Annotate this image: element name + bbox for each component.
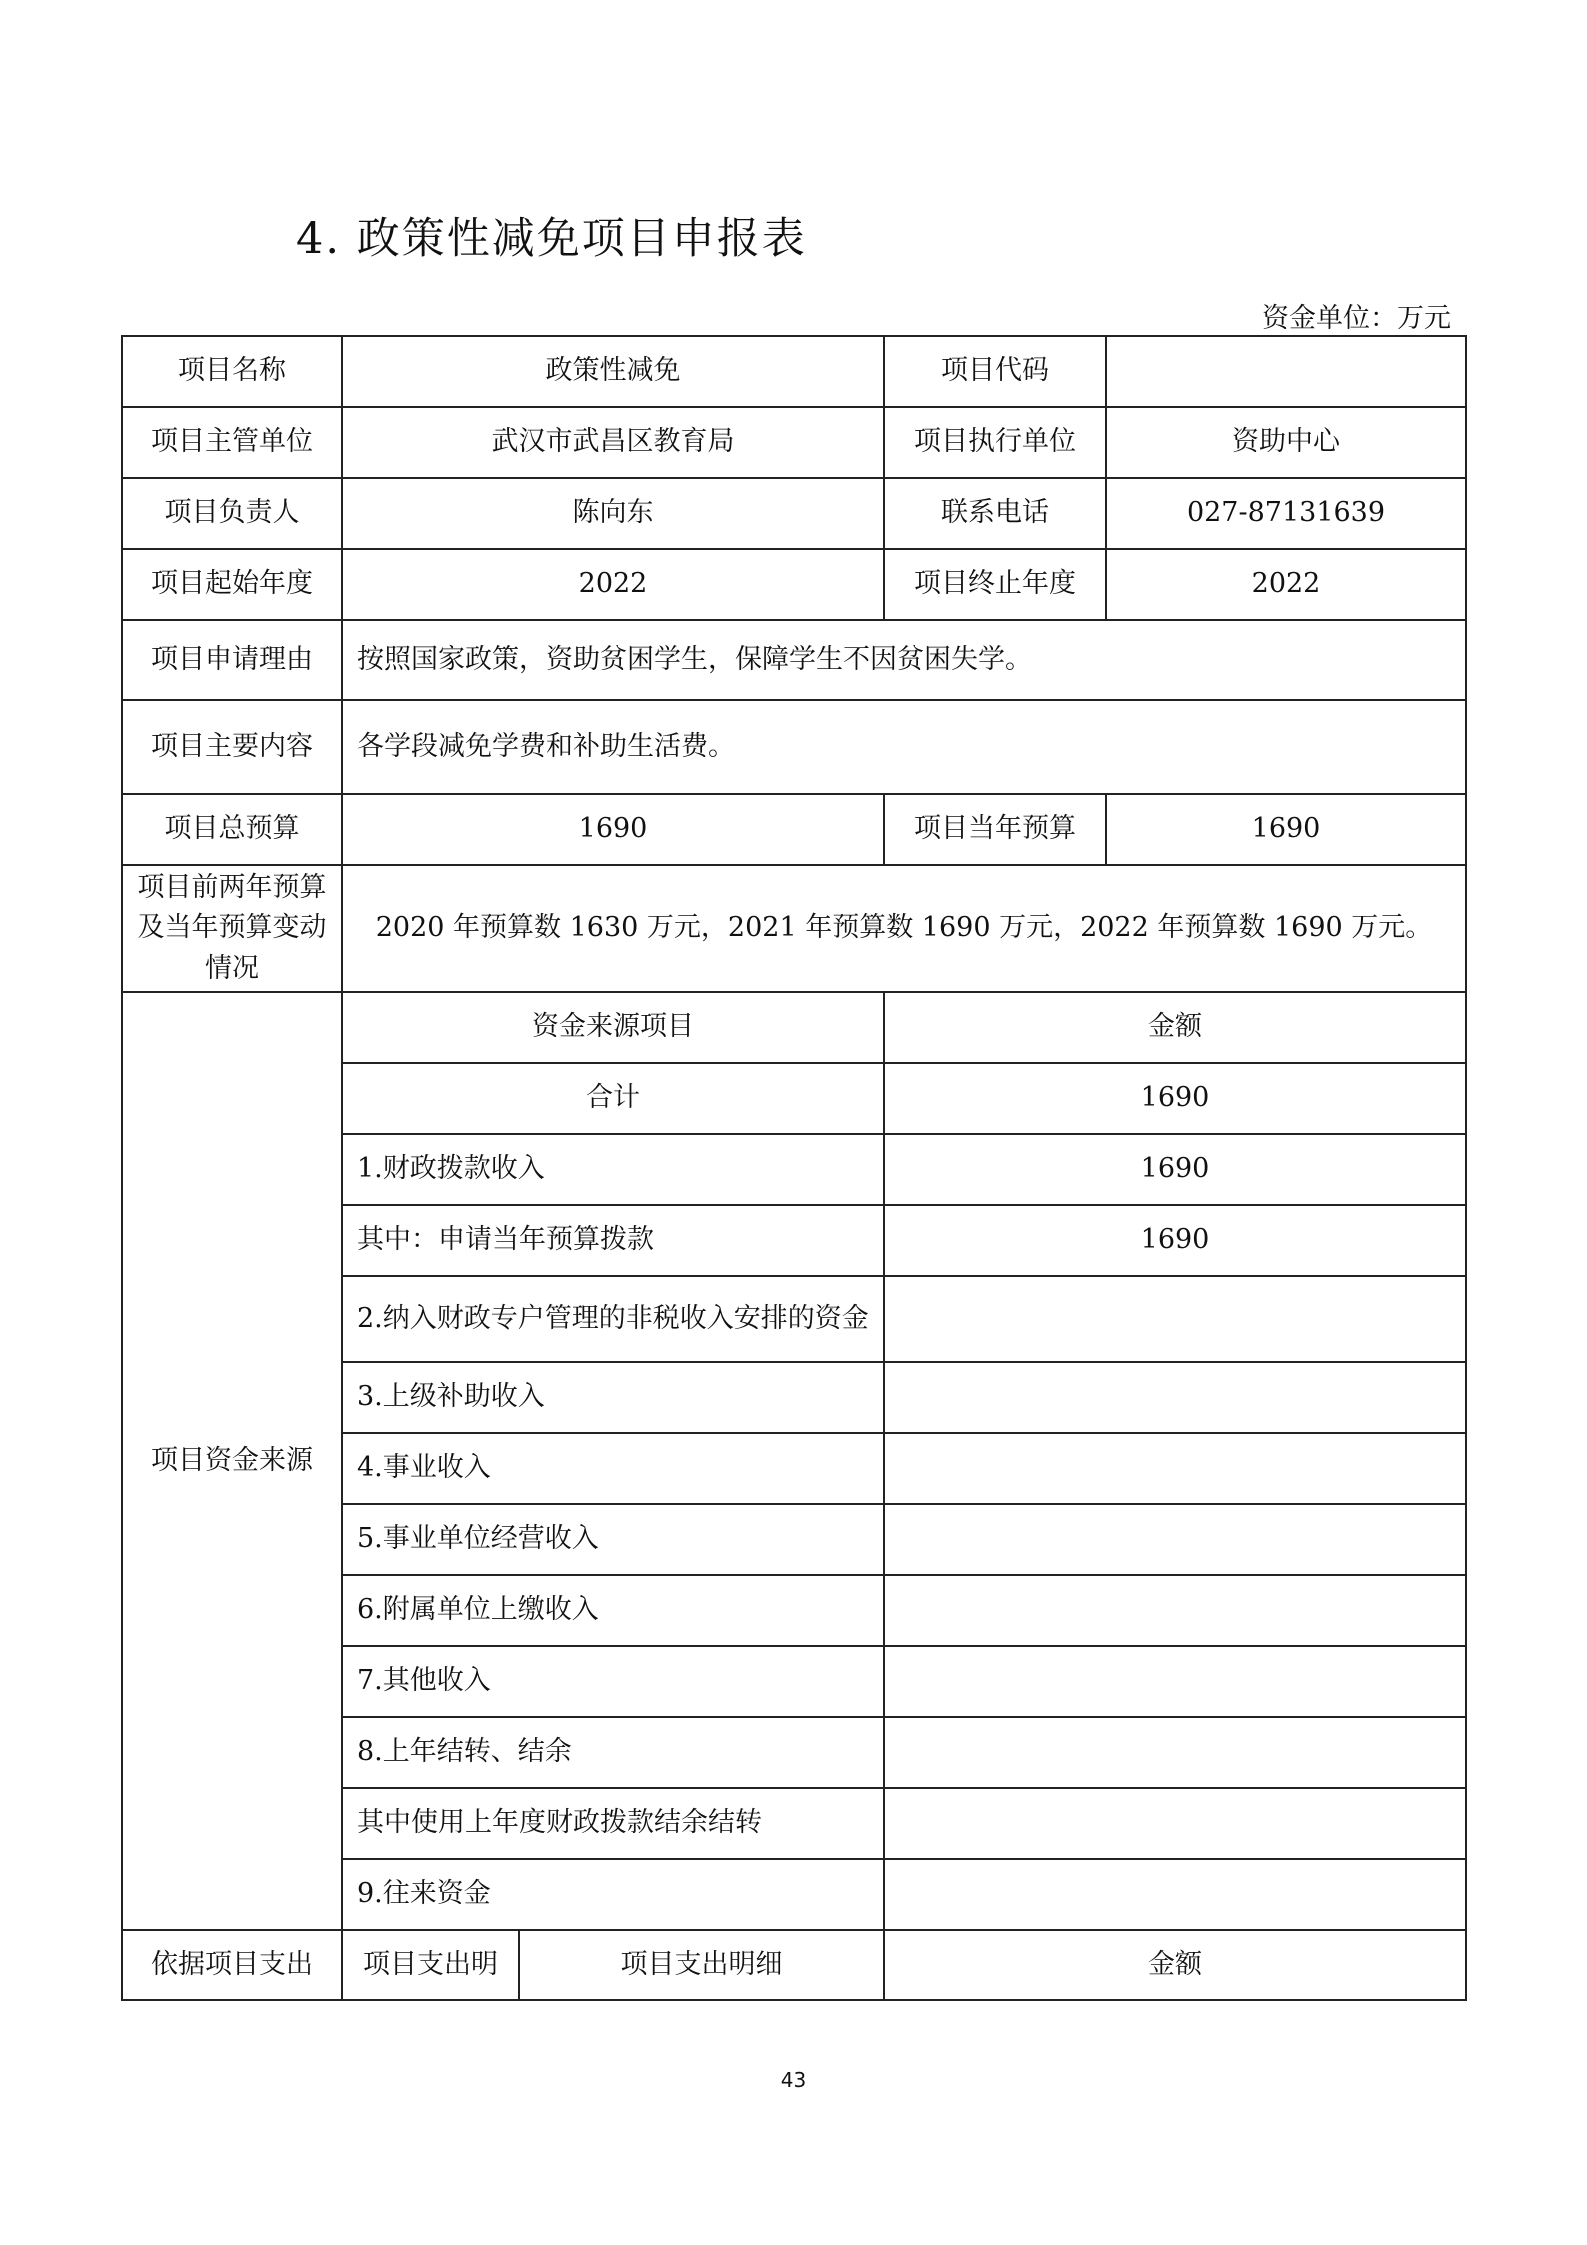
funding-item-amount [884,1646,1466,1717]
funding-item-amount [884,1433,1466,1504]
funding-item-label: 8.上年结转、结余 [342,1717,884,1788]
funding-item-amount [884,1504,1466,1575]
start-year-label: 项目起始年度 [122,549,342,620]
expense-col-1: 项目支出明 [342,1930,519,2000]
funding-item-amount [884,1575,1466,1646]
funding-item-label: 3.上级补助收入 [342,1362,884,1433]
end-year-value: 2022 [1106,549,1466,620]
executor-label: 项目执行单位 [884,407,1106,478]
funding-item-label: 9.往来资金 [342,1859,884,1930]
budget-change-value: 2020 年预算数 1630 万元，2021 年预算数 1690 万元，2022 年预算数 1690 万元。 [342,865,1466,992]
funding-header-row [122,992,1466,1063]
expense-header-row [122,1930,1466,2000]
funding-item-amount [884,1717,1466,1788]
expense-col-2: 项目支出明细 [519,1930,884,2000]
page-title: 4. 政策性减免项目申报表 [296,214,807,264]
currency-unit-label: 资金单位：万元 [1262,303,1451,334]
funding-item-amount [884,1362,1466,1433]
project-code-value [1106,336,1466,407]
reason-value: 按照国家政策，资助贫困学生，保障学生不因贫困失学。 [342,620,1466,700]
funding-item-label: 其中使用上年度财政拨款结余结转 [342,1788,884,1859]
project-name-value: 政策性减免 [342,336,884,407]
form-row-years [122,549,1466,620]
budget-change-label: 项目前两年预算及当年预算变动情况 [122,865,342,992]
leader-value: 陈向东 [342,478,884,549]
content-label: 项目主要内容 [122,700,342,794]
total-budget-value: 1690 [342,794,884,865]
supervisor-value: 武汉市武昌区教育局 [342,407,884,478]
year-budget-label: 项目当年预算 [884,794,1106,865]
content-value: 各学段减免学费和补助生活费。 [342,700,1466,794]
funding-item-label: 合计 [342,1063,884,1134]
form-row-leader [122,478,1466,549]
funding-item-label: 1.财政拨款收入 [342,1134,884,1205]
funding-item-label: 5.事业单位经营收入 [342,1504,884,1575]
funding-item-amount [884,1859,1466,1930]
funding-item-label: 其中：申请当年预算拨款 [342,1205,884,1276]
reason-label: 项目申请理由 [122,620,342,700]
funding-item-amount [884,1788,1466,1859]
funding-item-amount: 1690 [884,1205,1466,1276]
page-number: 43 [780,2068,807,2092]
executor-value: 资助中心 [1106,407,1466,478]
project-name-label: 项目名称 [122,336,342,407]
expense-section-label: 依据项目支出 [122,1930,342,2000]
form-row-budget [122,794,1466,865]
year-budget-value: 1690 [1106,794,1466,865]
funding-item-amount: 1690 [884,1134,1466,1205]
supervisor-label: 项目主管单位 [122,407,342,478]
funding-item-label: 6.附属单位上缴收入 [342,1575,884,1646]
project-code-label: 项目代码 [884,336,1106,407]
funding-item-amount [884,1276,1466,1362]
funding-header-amount: 金额 [884,992,1466,1063]
form-row-units [122,407,1466,478]
form-row-content [122,700,1466,794]
project-application-form [121,335,1467,2001]
funding-section-label: 项目资金来源 [122,992,342,1930]
funding-item-amount: 1690 [884,1063,1466,1134]
total-budget-label: 项目总预算 [122,794,342,865]
leader-label: 项目负责人 [122,478,342,549]
funding-item-label: 7.其他收入 [342,1646,884,1717]
funding-header-item: 资金来源项目 [342,992,884,1063]
form-row-name [122,336,1466,407]
form-row-budget-change [122,865,1466,992]
phone-value: 027-87131639 [1106,478,1466,549]
start-year-value: 2022 [342,549,884,620]
form-row-reason [122,620,1466,700]
end-year-label: 项目终止年度 [884,549,1106,620]
funding-item-label: 2.纳入财政专户管理的非税收入安排的资金 [342,1276,884,1362]
funding-item-label: 4.事业收入 [342,1433,884,1504]
phone-label: 联系电话 [884,478,1106,549]
expense-col-3: 金额 [884,1930,1466,2000]
